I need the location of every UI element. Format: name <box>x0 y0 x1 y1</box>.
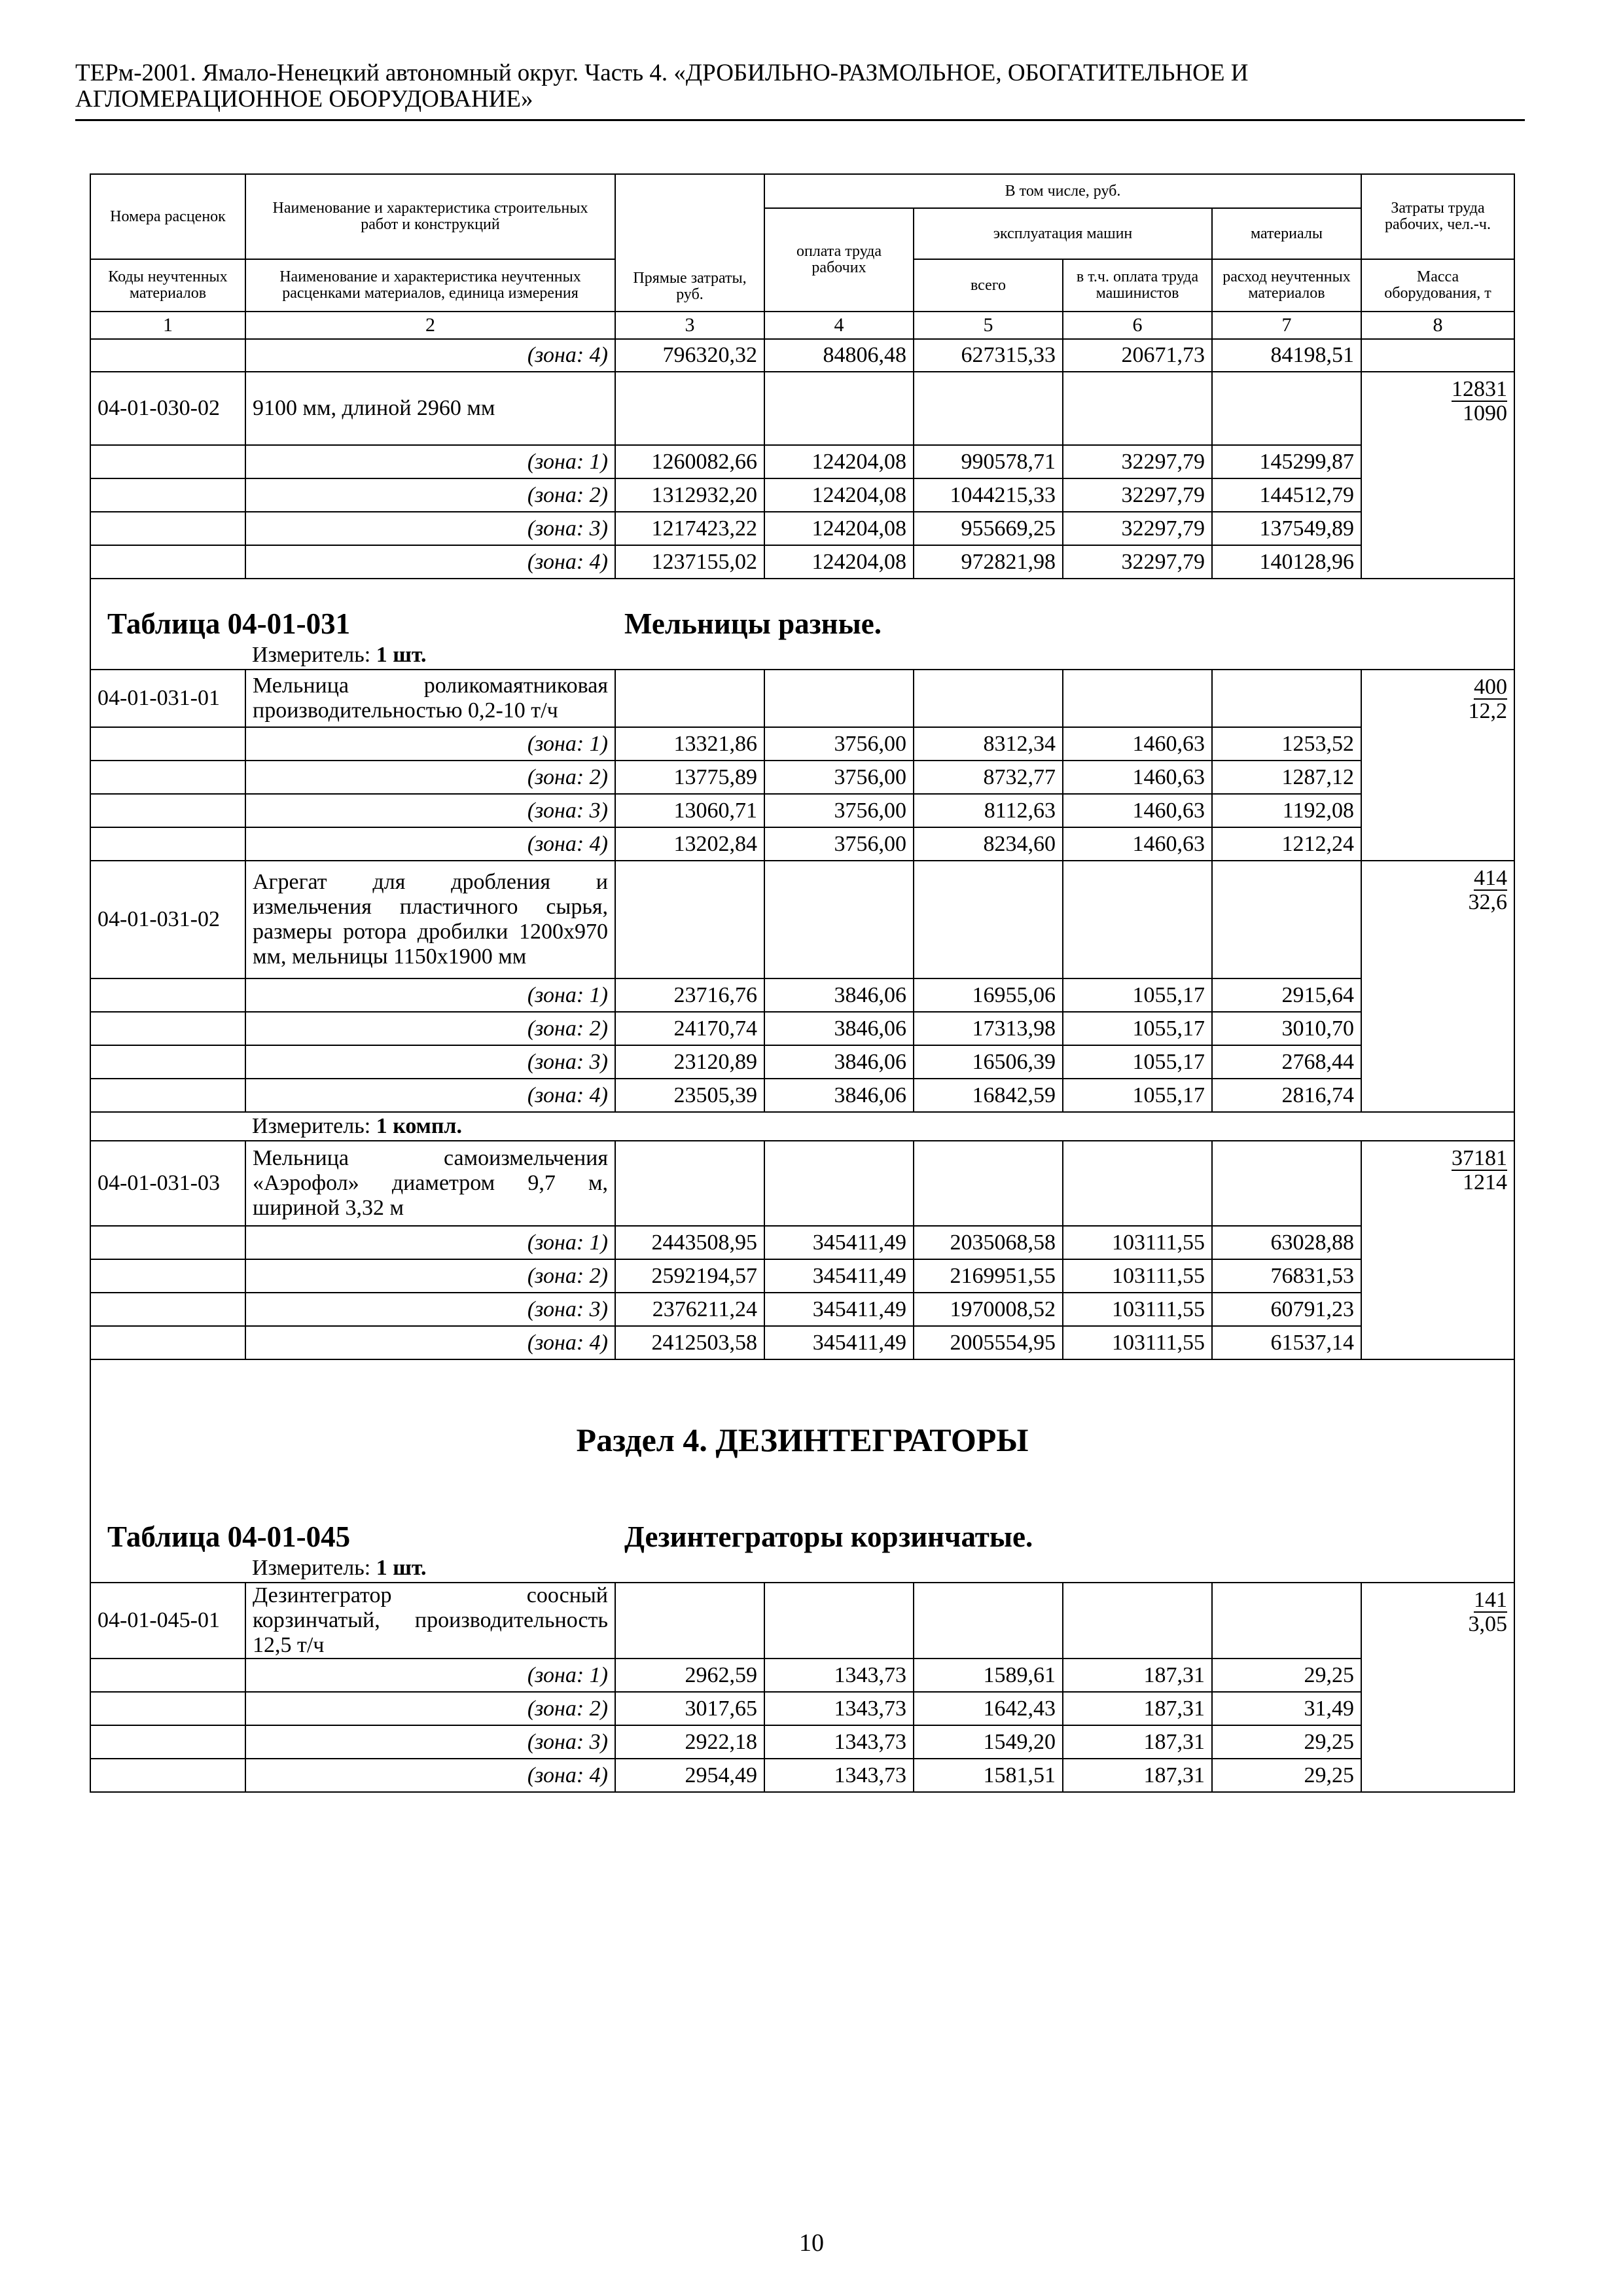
empty-cell <box>90 1692 245 1725</box>
value-cell: 1589,61 <box>914 1659 1063 1692</box>
value-cell: 103111,55 <box>1063 1293 1212 1326</box>
value-cell: 187,31 <box>1063 1659 1212 1692</box>
value-cell: 16955,06 <box>914 978 1063 1012</box>
value-cell: 1549,20 <box>914 1725 1063 1759</box>
value-cell: 345411,49 <box>764 1326 914 1359</box>
rate-code: 04-01-031-01 <box>90 670 245 727</box>
value-cell: 124204,08 <box>764 512 914 545</box>
col1-bottom-header: Коды неучтенных материалов <box>90 259 245 312</box>
zone-label: (зона: 2) <box>245 761 615 794</box>
value-cell: 20671,73 <box>1063 339 1212 372</box>
value-cell: 124204,08 <box>764 445 914 478</box>
value-cell: 1460,63 <box>1063 827 1212 861</box>
column-number: 2 <box>245 312 615 339</box>
zone-row <box>90 794 1514 827</box>
value-cell: 32297,79 <box>1063 445 1212 478</box>
zone-label: (зона: 2) <box>245 478 615 512</box>
value-cell: 972821,98 <box>914 545 1063 579</box>
value-cell: 187,31 <box>1063 1725 1212 1759</box>
empty-cell <box>90 727 245 761</box>
rates-table <box>90 173 1515 1793</box>
empty-cell <box>90 1759 245 1792</box>
value-cell: 3756,00 <box>764 727 914 761</box>
value-cell: 1260082,66 <box>615 445 764 478</box>
value-cell: 990578,71 <box>914 445 1063 478</box>
zone-label: (зона: 4) <box>245 339 615 372</box>
zone-label: (зона: 3) <box>245 1045 615 1079</box>
value-cell: 2035068,58 <box>914 1226 1063 1259</box>
value-cell: 2592194,57 <box>615 1259 764 1293</box>
zone-label: (зона: 3) <box>245 1293 615 1326</box>
item-row <box>90 861 1514 978</box>
empty-cell <box>615 1583 764 1659</box>
section-row <box>90 1359 1514 1520</box>
value-cell: 187,31 <box>1063 1759 1212 1792</box>
zone-label: (зона: 4) <box>245 1326 615 1359</box>
value-cell: 31,49 <box>1212 1692 1361 1725</box>
value-cell: 124204,08 <box>764 545 914 579</box>
value-cell: 3846,06 <box>764 1045 914 1079</box>
value-cell: 345411,49 <box>764 1226 914 1259</box>
rate-description: Мельница роликомаятниковая производительностью 0,2-10 т/ч <box>245 670 615 727</box>
zone-label: (зона: 2) <box>245 1259 615 1293</box>
value-cell: 29,25 <box>1212 1725 1361 1759</box>
unit-value: 1 шт. <box>376 642 427 667</box>
value-cell: 1212,24 <box>1212 827 1361 861</box>
col8-top-header: Затраты труда рабочих, чел.-ч. <box>1361 174 1514 259</box>
value-cell: 627315,33 <box>914 339 1063 372</box>
zone-row <box>90 1012 1514 1045</box>
value-cell: 103111,55 <box>1063 1259 1212 1293</box>
col6-header: в т.ч. оплата труда машинистов <box>1063 259 1212 312</box>
labor-cost-value: 141 <box>1474 1588 1507 1612</box>
zone-label: (зона: 1) <box>245 727 615 761</box>
value-cell: 2768,44 <box>1212 1045 1361 1079</box>
zone-row <box>90 1293 1514 1326</box>
rate-code: 04-01-045-01 <box>90 1583 245 1659</box>
zone-label: (зона: 1) <box>245 445 615 478</box>
empty-cell <box>764 372 914 445</box>
empty-cell <box>1212 1141 1361 1226</box>
value-cell: 3846,06 <box>764 978 914 1012</box>
empty-cell <box>914 861 1063 978</box>
column-number: 1 <box>90 312 245 339</box>
value-cell: 2443508,95 <box>615 1226 764 1259</box>
value-cell: 3756,00 <box>764 761 914 794</box>
column-number: 7 <box>1212 312 1361 339</box>
value-cell: 84806,48 <box>764 339 914 372</box>
value-cell: 1055,17 <box>1063 1045 1212 1079</box>
mass-cell <box>1361 372 1514 579</box>
empty-cell <box>1063 1141 1212 1226</box>
value-cell: 1312932,20 <box>615 478 764 512</box>
empty-cell <box>1063 1583 1212 1659</box>
value-cell: 60791,23 <box>1212 1293 1361 1326</box>
value-cell: 3846,06 <box>764 1012 914 1045</box>
empty-cell <box>615 372 764 445</box>
empty-cell <box>1063 372 1212 445</box>
zone-row <box>90 827 1514 861</box>
empty-cell <box>90 1554 245 1583</box>
table-title-cell <box>90 579 1514 641</box>
value-cell: 16506,39 <box>914 1045 1063 1079</box>
empty-cell <box>90 1259 245 1293</box>
value-cell: 3010,70 <box>1212 1012 1361 1045</box>
unit-cell <box>245 1112 1514 1141</box>
empty-cell <box>90 761 245 794</box>
unit-cell <box>245 1554 1514 1583</box>
value-cell: 8234,60 <box>914 827 1063 861</box>
value-cell: 2005554,95 <box>914 1326 1063 1359</box>
mass-cell <box>1361 1583 1514 1792</box>
value-cell: 2922,18 <box>615 1725 764 1759</box>
rate-code: 04-01-030-02 <box>90 372 245 445</box>
empty-cell <box>1063 670 1212 727</box>
value-cell: 796320,32 <box>615 339 764 372</box>
value-cell: 2816,74 <box>1212 1079 1361 1112</box>
empty-cell <box>615 670 764 727</box>
page-number: 10 <box>799 2229 824 2257</box>
value-cell: 145299,87 <box>1212 445 1361 478</box>
value-cell: 2954,49 <box>615 1759 764 1792</box>
empty-cell <box>90 827 245 861</box>
value-cell: 1044215,33 <box>914 478 1063 512</box>
equipment-mass-value: 1214 <box>1463 1170 1507 1194</box>
value-cell: 1460,63 <box>1063 794 1212 827</box>
unit-value: 1 шт. <box>376 1555 427 1580</box>
empty-cell <box>90 1293 245 1326</box>
value-cell: 144512,79 <box>1212 478 1361 512</box>
value-cell: 1192,08 <box>1212 794 1361 827</box>
value-cell: 345411,49 <box>764 1293 914 1326</box>
empty-cell <box>914 670 1063 727</box>
empty-cell <box>90 794 245 827</box>
empty-cell <box>90 641 245 670</box>
zone-label: (зона: 3) <box>245 512 615 545</box>
mass-cell <box>1361 1141 1514 1359</box>
empty-cell <box>914 372 1063 445</box>
unit-prefix: Измеритель: <box>252 1555 371 1580</box>
value-cell: 23120,89 <box>615 1045 764 1079</box>
zone-row <box>90 445 1514 478</box>
empty-cell <box>764 861 914 978</box>
empty-cell <box>90 1012 245 1045</box>
value-cell: 3756,00 <box>764 827 914 861</box>
value-cell: 1970008,52 <box>914 1293 1063 1326</box>
value-cell: 137549,89 <box>1212 512 1361 545</box>
value-cell: 32297,79 <box>1063 545 1212 579</box>
group-incl-header: В том числе, руб. <box>764 174 1361 208</box>
value-cell: 2412503,58 <box>615 1326 764 1359</box>
col1-top-header: Номера расценок <box>90 174 245 259</box>
value-cell: 1055,17 <box>1063 1079 1212 1112</box>
rate-description: Дезинтегратор соосный корзинчатый, производительность 12,5 т/ч <box>245 1583 615 1659</box>
item-row <box>90 1583 1514 1659</box>
empty-cell <box>764 1583 914 1659</box>
empty-cell <box>90 478 245 512</box>
empty-cell <box>1212 1583 1361 1659</box>
value-cell: 1343,73 <box>764 1659 914 1692</box>
value-cell: 84198,51 <box>1212 339 1361 372</box>
empty-cell <box>90 1045 245 1079</box>
value-cell: 32297,79 <box>1063 478 1212 512</box>
value-cell: 17313,98 <box>914 1012 1063 1045</box>
equipment-mass-value: 3,05 <box>1468 1612 1507 1636</box>
value-cell: 345411,49 <box>764 1259 914 1293</box>
value-cell: 124204,08 <box>764 478 914 512</box>
zone-row <box>90 978 1514 1012</box>
zone-label: (зона: 3) <box>245 1725 615 1759</box>
zone-label: (зона: 3) <box>245 794 615 827</box>
value-cell: 13202,84 <box>615 827 764 861</box>
table-row <box>90 339 1514 372</box>
column-number: 5 <box>914 312 1063 339</box>
mass-cell <box>1361 670 1514 861</box>
zone-row <box>90 1045 1514 1079</box>
item-row <box>90 1141 1514 1226</box>
value-cell: 13775,89 <box>615 761 764 794</box>
value-cell: 8312,34 <box>914 727 1063 761</box>
empty-cell <box>1212 670 1361 727</box>
zone-label: (зона: 4) <box>245 545 615 579</box>
value-cell: 1253,52 <box>1212 727 1361 761</box>
value-cell: 1217423,22 <box>615 512 764 545</box>
unit-row <box>90 1554 1514 1583</box>
value-cell: 8732,77 <box>914 761 1063 794</box>
empty-cell <box>1212 861 1361 978</box>
zone-row <box>90 1259 1514 1293</box>
empty-cell <box>90 1725 245 1759</box>
column-number: 6 <box>1063 312 1212 339</box>
labor-cost-value: 400 <box>1474 675 1507 699</box>
header-line-1: ТЕРм-2001. Ямало-Ненецкий автономный округ. Часть 4. «ДРОБИЛЬНО-РАЗМОЛЬНОЕ, ОБОГАТИТЕЛЬНОЕ И <box>75 60 1249 86</box>
empty-cell <box>1063 861 1212 978</box>
table-title-row <box>90 579 1514 641</box>
item-row <box>90 670 1514 727</box>
empty-cell <box>90 1326 245 1359</box>
zone-row <box>90 545 1514 579</box>
value-cell: 3017,65 <box>615 1692 764 1725</box>
rate-description: Агрегат для дробления и измельчения пластичного сырья, размеры ротора дробилки 1200х970 мм, мельницы 1150х1900 мм <box>245 861 615 978</box>
zone-row <box>90 1226 1514 1259</box>
unit-prefix: Измеритель: <box>252 1114 371 1138</box>
empty-cell <box>764 1141 914 1226</box>
group-materials-header: материалы <box>1212 208 1361 259</box>
empty-cell <box>90 545 245 579</box>
value-cell: 103111,55 <box>1063 1326 1212 1359</box>
col2-top-header: Наименование и характеристика строительных работ и конструкций <box>245 174 615 259</box>
empty-cell <box>90 1659 245 1692</box>
value-cell: 3756,00 <box>764 794 914 827</box>
col4-header: оплата труда рабочих <box>764 208 914 312</box>
table-title: Дезинтеграторы корзинчатые. <box>624 1520 1033 1553</box>
value-cell: 61537,14 <box>1212 1326 1361 1359</box>
table-number: Таблица 04-01-031 <box>107 607 351 640</box>
header-line-2: АГЛОМЕРАЦИОННОЕ ОБОРУДОВАНИЕ» <box>75 86 533 113</box>
value-cell: 13321,86 <box>615 727 764 761</box>
value-cell: 23505,39 <box>615 1079 764 1112</box>
value-cell: 32297,79 <box>1063 512 1212 545</box>
value-cell: 16842,59 <box>914 1079 1063 1112</box>
zone-row <box>90 512 1514 545</box>
mass-cell <box>1361 861 1514 1112</box>
header-rule <box>75 119 1525 121</box>
empty-cell <box>90 1112 245 1141</box>
section-title: Раздел 4. ДЕЗИНТЕГРАТОРЫ <box>90 1359 1514 1520</box>
zone-label: (зона: 4) <box>245 1759 615 1792</box>
value-cell: 1460,63 <box>1063 727 1212 761</box>
rate-description: 9100 мм, длиной 2960 мм <box>245 372 615 445</box>
value-cell: 23716,76 <box>615 978 764 1012</box>
table-number: Таблица 04-01-045 <box>107 1520 351 1553</box>
zone-row <box>90 1659 1514 1692</box>
value-cell: 1055,17 <box>1063 978 1212 1012</box>
empty-cell <box>90 978 245 1012</box>
empty-cell <box>90 1079 245 1112</box>
zone-row <box>90 1725 1514 1759</box>
unit-row <box>90 1112 1514 1141</box>
value-cell: 1581,51 <box>914 1759 1063 1792</box>
equipment-mass-value: 12,2 <box>1468 699 1507 723</box>
value-cell: 29,25 <box>1212 1759 1361 1792</box>
value-cell: 1287,12 <box>1212 761 1361 794</box>
item-row <box>90 372 1514 445</box>
unit-value: 1 компл. <box>376 1114 463 1138</box>
labor-cost-value: 37181 <box>1452 1146 1507 1170</box>
value-cell: 1343,73 <box>764 1692 914 1725</box>
col8-bottom-header: Масса оборудования, т <box>1361 259 1514 312</box>
value-cell: 1642,43 <box>914 1692 1063 1725</box>
zone-row <box>90 478 1514 512</box>
value-cell: 1460,63 <box>1063 761 1212 794</box>
zone-row <box>90 1079 1514 1112</box>
zone-row <box>90 1326 1514 1359</box>
empty-cell <box>90 1226 245 1259</box>
value-cell: 1343,73 <box>764 1759 914 1792</box>
value-cell: 29,25 <box>1212 1659 1361 1692</box>
zone-row <box>90 1759 1514 1792</box>
col2-bottom-header: Наименование и характеристика неучтенных расценками материалов, единица измерения <box>245 259 615 312</box>
empty-cell <box>615 1141 764 1226</box>
empty-cell <box>914 1141 1063 1226</box>
zone-row <box>90 1692 1514 1725</box>
zone-row <box>90 761 1514 794</box>
value-cell: 2169951,55 <box>914 1259 1063 1293</box>
zone-label: (зона: 1) <box>245 1659 615 1692</box>
zone-label: (зона: 1) <box>245 1226 615 1259</box>
value-cell: 2376211,24 <box>615 1293 764 1326</box>
column-number: 4 <box>764 312 914 339</box>
rate-code: 04-01-031-03 <box>90 1141 245 1226</box>
empty-cell <box>90 339 245 372</box>
document-header <box>75 60 1525 113</box>
zone-row <box>90 727 1514 761</box>
value-cell: 187,31 <box>1063 1692 1212 1725</box>
col7-header: расход неучтенных материалов <box>1212 259 1361 312</box>
column-number: 3 <box>615 312 764 339</box>
empty-cell <box>1212 372 1361 445</box>
value-cell: 1237155,02 <box>615 545 764 579</box>
value-cell: 8112,63 <box>914 794 1063 827</box>
zone-label: (зона: 4) <box>245 827 615 861</box>
group-machines-header: эксплуатация машин <box>914 208 1212 259</box>
empty-cell <box>90 512 245 545</box>
zone-label: (зона: 1) <box>245 978 615 1012</box>
value-cell: 2962,59 <box>615 1659 764 1692</box>
value-cell: 63028,88 <box>1212 1226 1361 1259</box>
empty-cell <box>914 1583 1063 1659</box>
value-cell: 140128,96 <box>1212 545 1361 579</box>
unit-row <box>90 641 1514 670</box>
column-number: 8 <box>1361 312 1514 339</box>
value-cell: 76831,53 <box>1212 1259 1361 1293</box>
table-title: Мельницы разные. <box>624 607 882 640</box>
zone-label: (зона: 4) <box>245 1079 615 1112</box>
empty-cell <box>764 670 914 727</box>
value-cell: 2915,64 <box>1212 978 1361 1012</box>
value-cell: 955669,25 <box>914 512 1063 545</box>
empty-cell <box>90 445 245 478</box>
rate-description: Мельница самоизмельчения «Аэрофол» диаметром 9,7 м, шириной 3,32 м <box>245 1141 615 1226</box>
table-title-row <box>90 1520 1514 1554</box>
unit-cell <box>245 641 1514 670</box>
equipment-mass-value: 1090 <box>1463 401 1507 425</box>
labor-cost-value: 414 <box>1474 866 1507 890</box>
value-cell: 13060,71 <box>615 794 764 827</box>
table-title-cell <box>90 1520 1514 1554</box>
value-cell: 3846,06 <box>764 1079 914 1112</box>
value-cell: 103111,55 <box>1063 1226 1212 1259</box>
zone-label: (зона: 2) <box>245 1012 615 1045</box>
rate-code: 04-01-031-02 <box>90 861 245 978</box>
unit-prefix: Измеритель: <box>252 642 371 667</box>
col3-header: Прямые затраты, руб. <box>615 174 764 312</box>
value-cell: 1055,17 <box>1063 1012 1212 1045</box>
labor-cost-value: 12831 <box>1452 377 1507 401</box>
col5-header: всего <box>914 259 1063 312</box>
equipment-mass-value: 32,6 <box>1468 890 1507 914</box>
zone-label: (зона: 2) <box>245 1692 615 1725</box>
empty-cell <box>1361 339 1514 372</box>
value-cell: 24170,74 <box>615 1012 764 1045</box>
value-cell: 1343,73 <box>764 1725 914 1759</box>
empty-cell <box>615 861 764 978</box>
